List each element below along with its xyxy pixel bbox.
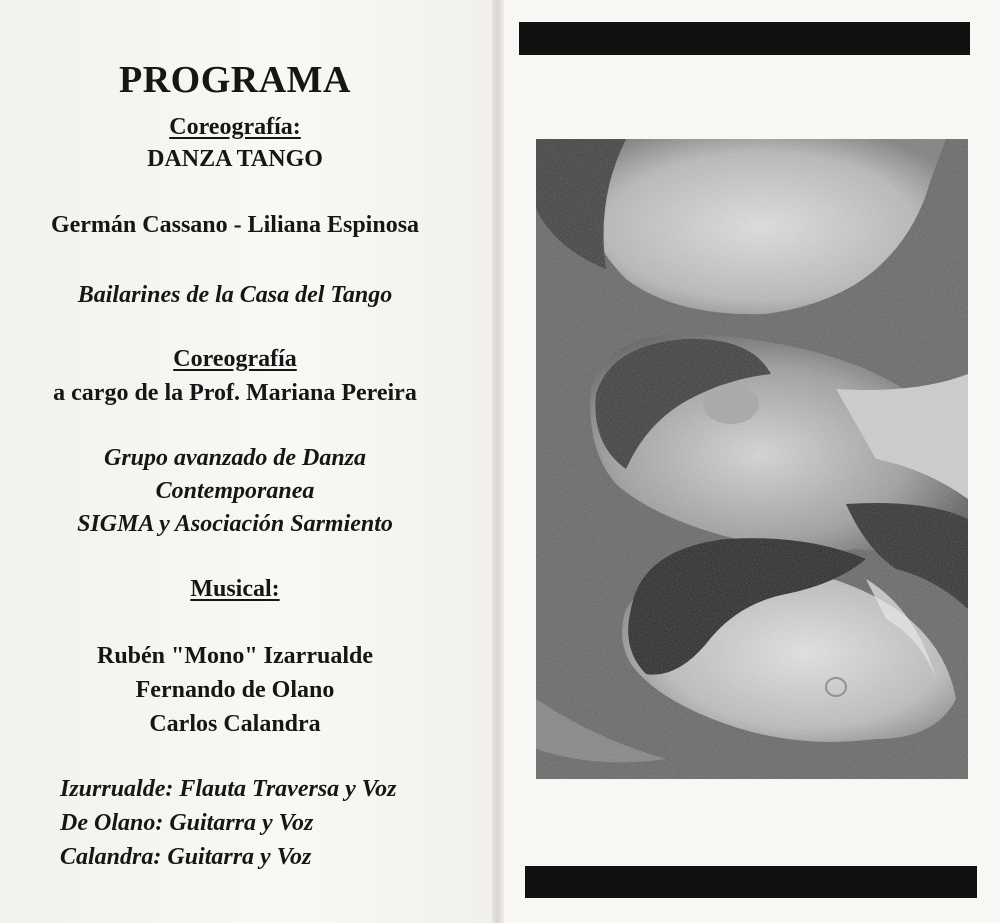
dancers-photo-icon bbox=[536, 139, 968, 779]
top-black-bar bbox=[519, 22, 970, 55]
choreography-heading: Coreografía: bbox=[169, 114, 301, 140]
page-fold bbox=[492, 0, 504, 923]
group-line-3: SIGMA y Asociación Sarmiento bbox=[77, 511, 393, 537]
musician-3: Carlos Calandra bbox=[149, 711, 321, 737]
instrument-credit-3: Calandra: Guitarra y Voz bbox=[60, 844, 312, 870]
dancers-group: Bailarines de la Casa del Tango bbox=[77, 282, 393, 308]
program-title: PROGRAMA bbox=[119, 59, 351, 101]
musician-2: Fernando de Olano bbox=[135, 677, 335, 703]
instrument-credit-1: Izurrualde: Flauta Traversa y Voz bbox=[60, 776, 397, 802]
dance-name: DANZA TANGO bbox=[147, 146, 323, 172]
group-line-1: Grupo avanzado de Danza bbox=[103, 445, 367, 471]
instrument-credit-2: De Olano: Guitarra y Voz bbox=[60, 810, 314, 836]
dancers-photo bbox=[536, 139, 968, 779]
musical-heading: Musical: bbox=[190, 576, 280, 602]
group-line-2: Contemporanea bbox=[155, 478, 315, 504]
musician-1: Rubén "Mono" Izarrualde bbox=[97, 643, 373, 669]
choreography-credit: a cargo de la Prof. Mariana Pereira bbox=[53, 380, 417, 406]
program-left-panel bbox=[0, 0, 492, 923]
choreography-heading-2: Coreografía bbox=[173, 346, 297, 372]
bottom-black-bar bbox=[525, 866, 977, 898]
dancer-names: Germán Cassano - Liliana Espinosa bbox=[50, 212, 420, 238]
